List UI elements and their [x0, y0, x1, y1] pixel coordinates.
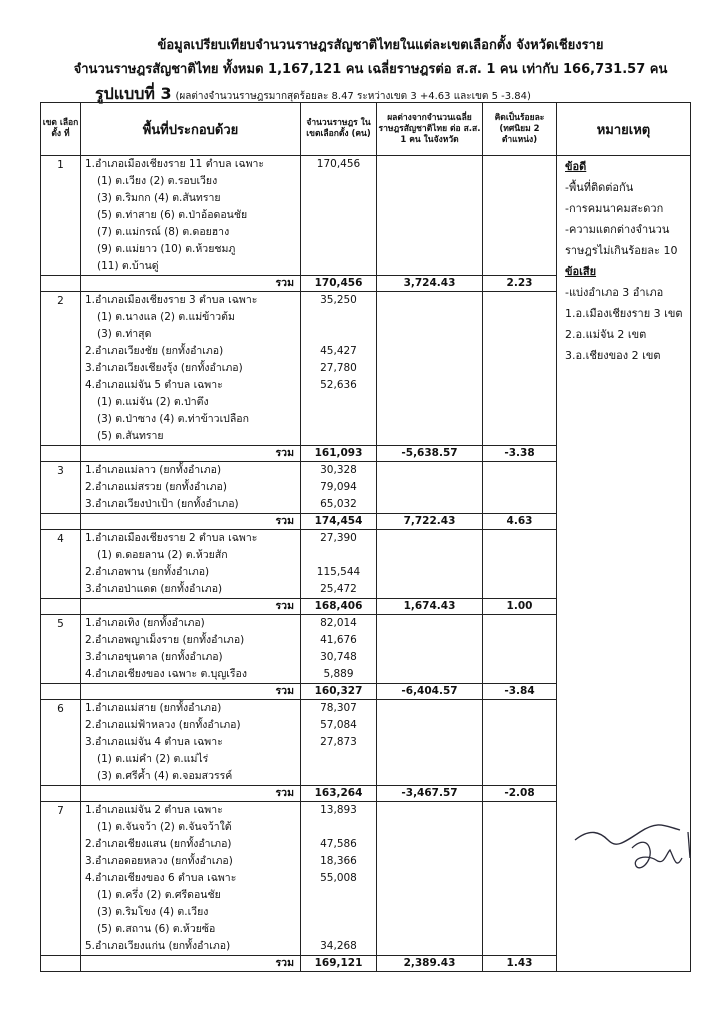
population-value: 13,893	[320, 804, 357, 816]
district-number: 7	[41, 802, 81, 956]
pros-item: -ความแตกต่างจำนวน	[565, 223, 670, 236]
area-line: (1) ต.จันจว้า (2) ต.จันจว้าใต้	[97, 821, 232, 833]
district-row	[41, 156, 691, 276]
col-header-population: จำนวนราษฎร ในเขตเลือกตั้ง (คน)	[301, 103, 377, 156]
difference-cell	[377, 462, 483, 514]
area-line: (1) ต.เวียง (2) ต.รอบเวียง	[97, 175, 218, 187]
difference-value: 7,722.43	[377, 514, 483, 530]
signature-stroke	[632, 842, 682, 868]
cons-item: -แบ่งอำเภอ 3 อำเภอ	[565, 286, 664, 299]
population-value	[301, 904, 376, 921]
area-line: (3) ต.ริมโขง (4) ต.เวียง	[97, 906, 209, 918]
population-value: 65,032	[320, 498, 357, 510]
total-label: รวม	[81, 956, 301, 972]
area-line: (1) ต.แม่คำ (2) ต.แม่ไร่	[97, 753, 209, 765]
pros-title: ข้อดี	[565, 160, 587, 173]
total-label: รวม	[81, 684, 301, 700]
population-value: 45,427	[320, 345, 357, 357]
difference-cell	[377, 700, 483, 786]
district-area	[81, 462, 301, 514]
area-line: 1.อำเภอเมืองเชียงราย 3 ตำบล เฉพาะ	[85, 294, 258, 306]
model-label: รูปแบบที่ 3	[95, 84, 172, 103]
district-populations	[301, 615, 377, 684]
area-line: (7) ต.แม่กรณ์ (8) ต.ดอยฮาง	[97, 226, 230, 238]
pros-item: ราษฎรไม่เกินร้อยละ 10	[565, 244, 678, 257]
district-number: 4	[41, 530, 81, 599]
total-spacer	[41, 956, 81, 972]
total-label: รวม	[81, 446, 301, 462]
percent-cell	[483, 156, 557, 276]
difference-cell	[377, 802, 483, 956]
population-value	[301, 428, 376, 445]
population-value: 55,008	[320, 872, 357, 884]
population-value: 170,456	[316, 158, 361, 170]
area-line: 2.อำเภอแม่สรวย (ยกทั้งอำเภอ)	[85, 481, 227, 493]
population-value: 34,268	[320, 940, 357, 952]
col-header-area: พื้นที่ประกอบด้วย	[81, 103, 301, 156]
table-header-row	[41, 103, 691, 156]
total-population: 161,093	[301, 446, 377, 462]
area-line: 1.อำเภอแม่ลาว (ยกทั้งอำเภอ)	[85, 464, 222, 476]
cons-item: 2.อ.แม่จัน 2 เขต	[565, 328, 647, 341]
area-line: (1) ต.นางแล (2) ต.แม่ข้าวต้ม	[97, 311, 235, 323]
percent-value: 2.23	[483, 276, 557, 292]
model-note: (ผลต่างจำนวนราษฎรมากสุดร้อยละ 8.47 ระหว่างเขต 3 +4.63 และเขต 5 -3.84)	[175, 91, 531, 102]
total-spacer	[41, 514, 81, 530]
area-line: 3.อำเภอขุนตาล (ยกทั้งอำเภอ)	[85, 651, 223, 663]
pros-item: -การคมนาคมสะดวก	[565, 202, 664, 215]
population-value	[301, 751, 376, 768]
area-line: (5) ต.สถาน (6) ต.ห้วยซ้อ	[97, 923, 216, 935]
population-value	[301, 768, 376, 785]
population-value: 47,586	[320, 838, 357, 850]
district-area	[81, 530, 301, 599]
population-value	[301, 190, 376, 207]
col-header-no: เขต เลือกตั้ง ที่	[41, 103, 81, 156]
area-line: 2.อำเภอแม่ฟ้าหลวง (ยกทั้งอำเภอ)	[85, 719, 241, 731]
cons-item: 1.อ.เมืองเชียงราย 3 เขต	[565, 307, 683, 320]
population-value	[301, 173, 376, 190]
percent-cell	[483, 292, 557, 446]
difference-value: -6,404.57	[377, 684, 483, 700]
district-number: 5	[41, 615, 81, 684]
percent-cell	[483, 615, 557, 684]
difference-value: -3,467.57	[377, 786, 483, 802]
area-line: 4.อำเภอเชียงของ เฉพาะ ต.บุญเรือง	[85, 668, 247, 680]
percent-cell	[483, 802, 557, 956]
area-line: 3.อำเภอดอยหลวง (ยกทั้งอำเภอ)	[85, 855, 233, 867]
district-populations	[301, 530, 377, 599]
difference-cell	[377, 156, 483, 276]
area-line: 4.อำเภอแม่จัน 5 ตำบล เฉพาะ	[85, 379, 223, 391]
area-line: (11) ต.บ้านดู่	[97, 260, 159, 272]
total-label: รวม	[81, 786, 301, 802]
district-area	[81, 292, 301, 446]
area-line: (1) ต.แม่จัน (2) ต.ป่าตึง	[97, 396, 209, 408]
population-value: 25,472	[320, 583, 357, 595]
district-number: 3	[41, 462, 81, 514]
population-value: 57,084	[320, 719, 357, 731]
district-populations	[301, 462, 377, 514]
area-line: 4.อำเภอเชียงของ 6 ตำบล เฉพาะ	[85, 872, 237, 884]
district-area	[81, 802, 301, 956]
area-line: 5.อำเภอเวียงแก่น (ยกทั้งอำเภอ)	[85, 940, 231, 952]
area-line: 1.อำเภอเมืองเชียงราย 2 ตำบล เฉพาะ	[85, 532, 258, 544]
difference-value: 3,724.43	[377, 276, 483, 292]
col-header-difference: ผลต่างจากจำนวนเฉลี่ย ราษฎรสัญชาติไทย ต่อ ส.ส. 1 คน ในจังหวัด	[377, 103, 483, 156]
population-value: 35,250	[320, 294, 357, 306]
area-line: (1) ต.ดอยลาน (2) ต.ห้วยสัก	[97, 549, 228, 561]
population-value	[301, 326, 376, 343]
total-label: รวม	[81, 514, 301, 530]
difference-cell	[377, 615, 483, 684]
area-line: (3) ต.ป่าซาง (4) ต.ท่าข้าวเปลือก	[97, 413, 249, 425]
total-population: 160,327	[301, 684, 377, 700]
area-line: (3) ต.ริมกก (4) ต.สันทราย	[97, 192, 221, 204]
total-population: 169,121	[301, 956, 377, 972]
total-spacer	[41, 276, 81, 292]
population-value: 30,748	[320, 651, 357, 663]
percent-value: 1.00	[483, 599, 557, 615]
document-title: ข้อมูลเปรียบเทียบจำนวนราษฎรสัญชาติไทยในแต่ละเขตเลือกตั้ง จังหวัดเชียงราย	[157, 38, 604, 53]
area-line: 2.อำเภอเชียงแสน (ยกทั้งอำเภอ)	[85, 838, 232, 850]
area-line: (3) ต.ท่าสุด	[97, 328, 152, 340]
cons-title: ข้อเสีย	[565, 265, 597, 278]
area-line: (5) ต.ท่าสาย (6) ต.ป่าอ้อดอนชัย	[97, 209, 248, 221]
population-value: 27,780	[320, 362, 357, 374]
population-value: 41,676	[320, 634, 357, 646]
population-value	[301, 241, 376, 258]
total-spacer	[41, 446, 81, 462]
total-spacer	[41, 684, 81, 700]
population-value	[301, 258, 376, 275]
area-line: 3.อำเภอแม่จัน 4 ตำบล เฉพาะ	[85, 736, 223, 748]
population-value: 82,014	[320, 617, 357, 629]
difference-value: 1,674.43	[377, 599, 483, 615]
area-line: (1) ต.ครึ่ง (2) ต.ศรีดอนชัย	[97, 889, 221, 901]
percent-value: 1.43	[483, 956, 557, 972]
district-populations	[301, 292, 377, 446]
district-number: 2	[41, 292, 81, 446]
population-value	[301, 224, 376, 241]
population-value	[301, 819, 376, 836]
percent-value: 4.63	[483, 514, 557, 530]
signature	[570, 810, 710, 890]
area-line: 3.อำเภอป่าแดด (ยกทั้งอำเภอ)	[85, 583, 223, 595]
area-line: 3.อำเภอเวียงเชียงรุ้ง (ยกทั้งอำเภอ)	[85, 362, 243, 374]
difference-cell	[377, 530, 483, 599]
total-spacer	[41, 599, 81, 615]
district-number: 1	[41, 156, 81, 276]
population-value: 27,390	[320, 532, 357, 544]
pros-item: -พื้นที่ติดต่อกัน	[565, 181, 634, 194]
district-populations	[301, 156, 377, 276]
population-value: 78,307	[320, 702, 357, 714]
area-line: 1.อำเภอแม่สาย (ยกทั้งอำเภอ)	[85, 702, 222, 714]
signature-stroke	[575, 825, 680, 844]
population-value	[301, 394, 376, 411]
col-header-remark: หมายเหตุ	[557, 103, 691, 156]
population-value: 52,636	[320, 379, 357, 391]
population-value: 27,873	[320, 736, 357, 748]
percent-cell	[483, 700, 557, 786]
total-population: 170,456	[301, 276, 377, 292]
population-value: 5,889	[323, 668, 354, 680]
difference-cell	[377, 292, 483, 446]
total-population: 163,264	[301, 786, 377, 802]
signature-stroke	[688, 832, 690, 858]
area-line: 2.อำเภอเวียงชัย (ยกทั้งอำเภอ)	[85, 345, 224, 357]
area-line: (9) ต.แม่ยาว (10) ต.ห้วยชมภู	[97, 243, 236, 255]
population-value: 30,328	[320, 464, 357, 476]
district-area	[81, 615, 301, 684]
document-subtitle: จำนวนราษฎรสัญชาติไทย ทั้งหมด 1,167,121 คน เฉลี่ยราษฎรต่อ ส.ส. 1 คน เท่ากับ 166,731.57 คน	[73, 62, 668, 77]
population-value	[301, 411, 376, 428]
area-line: (3) ต.ศรีค้ำ (4) ต.จอมสวรรค์	[97, 770, 233, 782]
percent-cell	[483, 530, 557, 599]
total-label: รวม	[81, 599, 301, 615]
district-populations	[301, 700, 377, 786]
total-label: รวม	[81, 276, 301, 292]
percent-value: -2.08	[483, 786, 557, 802]
population-value	[301, 887, 376, 904]
district-area	[81, 700, 301, 786]
area-line: 1.อำเภอเมืองเชียงราย 11 ตำบล เฉพาะ	[85, 158, 265, 170]
percent-value: -3.38	[483, 446, 557, 462]
cons-item: 3.อ.เชียงของ 2 เขต	[565, 349, 661, 362]
total-population: 168,406	[301, 599, 377, 615]
population-value: 79,094	[320, 481, 357, 493]
area-line: 2.อำเภอพาน (ยกทั้งอำเภอ)	[85, 566, 210, 578]
population-value	[301, 207, 376, 224]
percent-cell	[483, 462, 557, 514]
population-value	[301, 547, 376, 564]
area-line: 3.อำเภอเวียงป่าเป้า (ยกทั้งอำเภอ)	[85, 498, 239, 510]
total-spacer	[41, 786, 81, 802]
district-area	[81, 156, 301, 276]
population-value	[301, 309, 376, 326]
difference-value: -5,638.57	[377, 446, 483, 462]
area-line: 2.อำเภอพญาเม็งราย (ยกทั้งอำเภอ)	[85, 634, 245, 646]
area-line: 1.อำเภอแม่จัน 2 ตำบล เฉพาะ	[85, 804, 223, 816]
area-line: (5) ต.สันทราย	[97, 430, 164, 442]
total-population: 174,454	[301, 514, 377, 530]
col-header-percent: คิดเป็นร้อยละ (ทศนิยม 2 ตำแหน่ง)	[483, 103, 557, 156]
population-value: 18,366	[320, 855, 357, 867]
district-populations	[301, 802, 377, 956]
population-value	[301, 921, 376, 938]
population-value: 115,544	[316, 566, 361, 578]
area-line: 1.อำเภอเทิง (ยกทั้งอำเภอ)	[85, 617, 205, 629]
difference-value: 2,389.43	[377, 956, 483, 972]
district-number: 6	[41, 700, 81, 786]
percent-value: -3.84	[483, 684, 557, 700]
